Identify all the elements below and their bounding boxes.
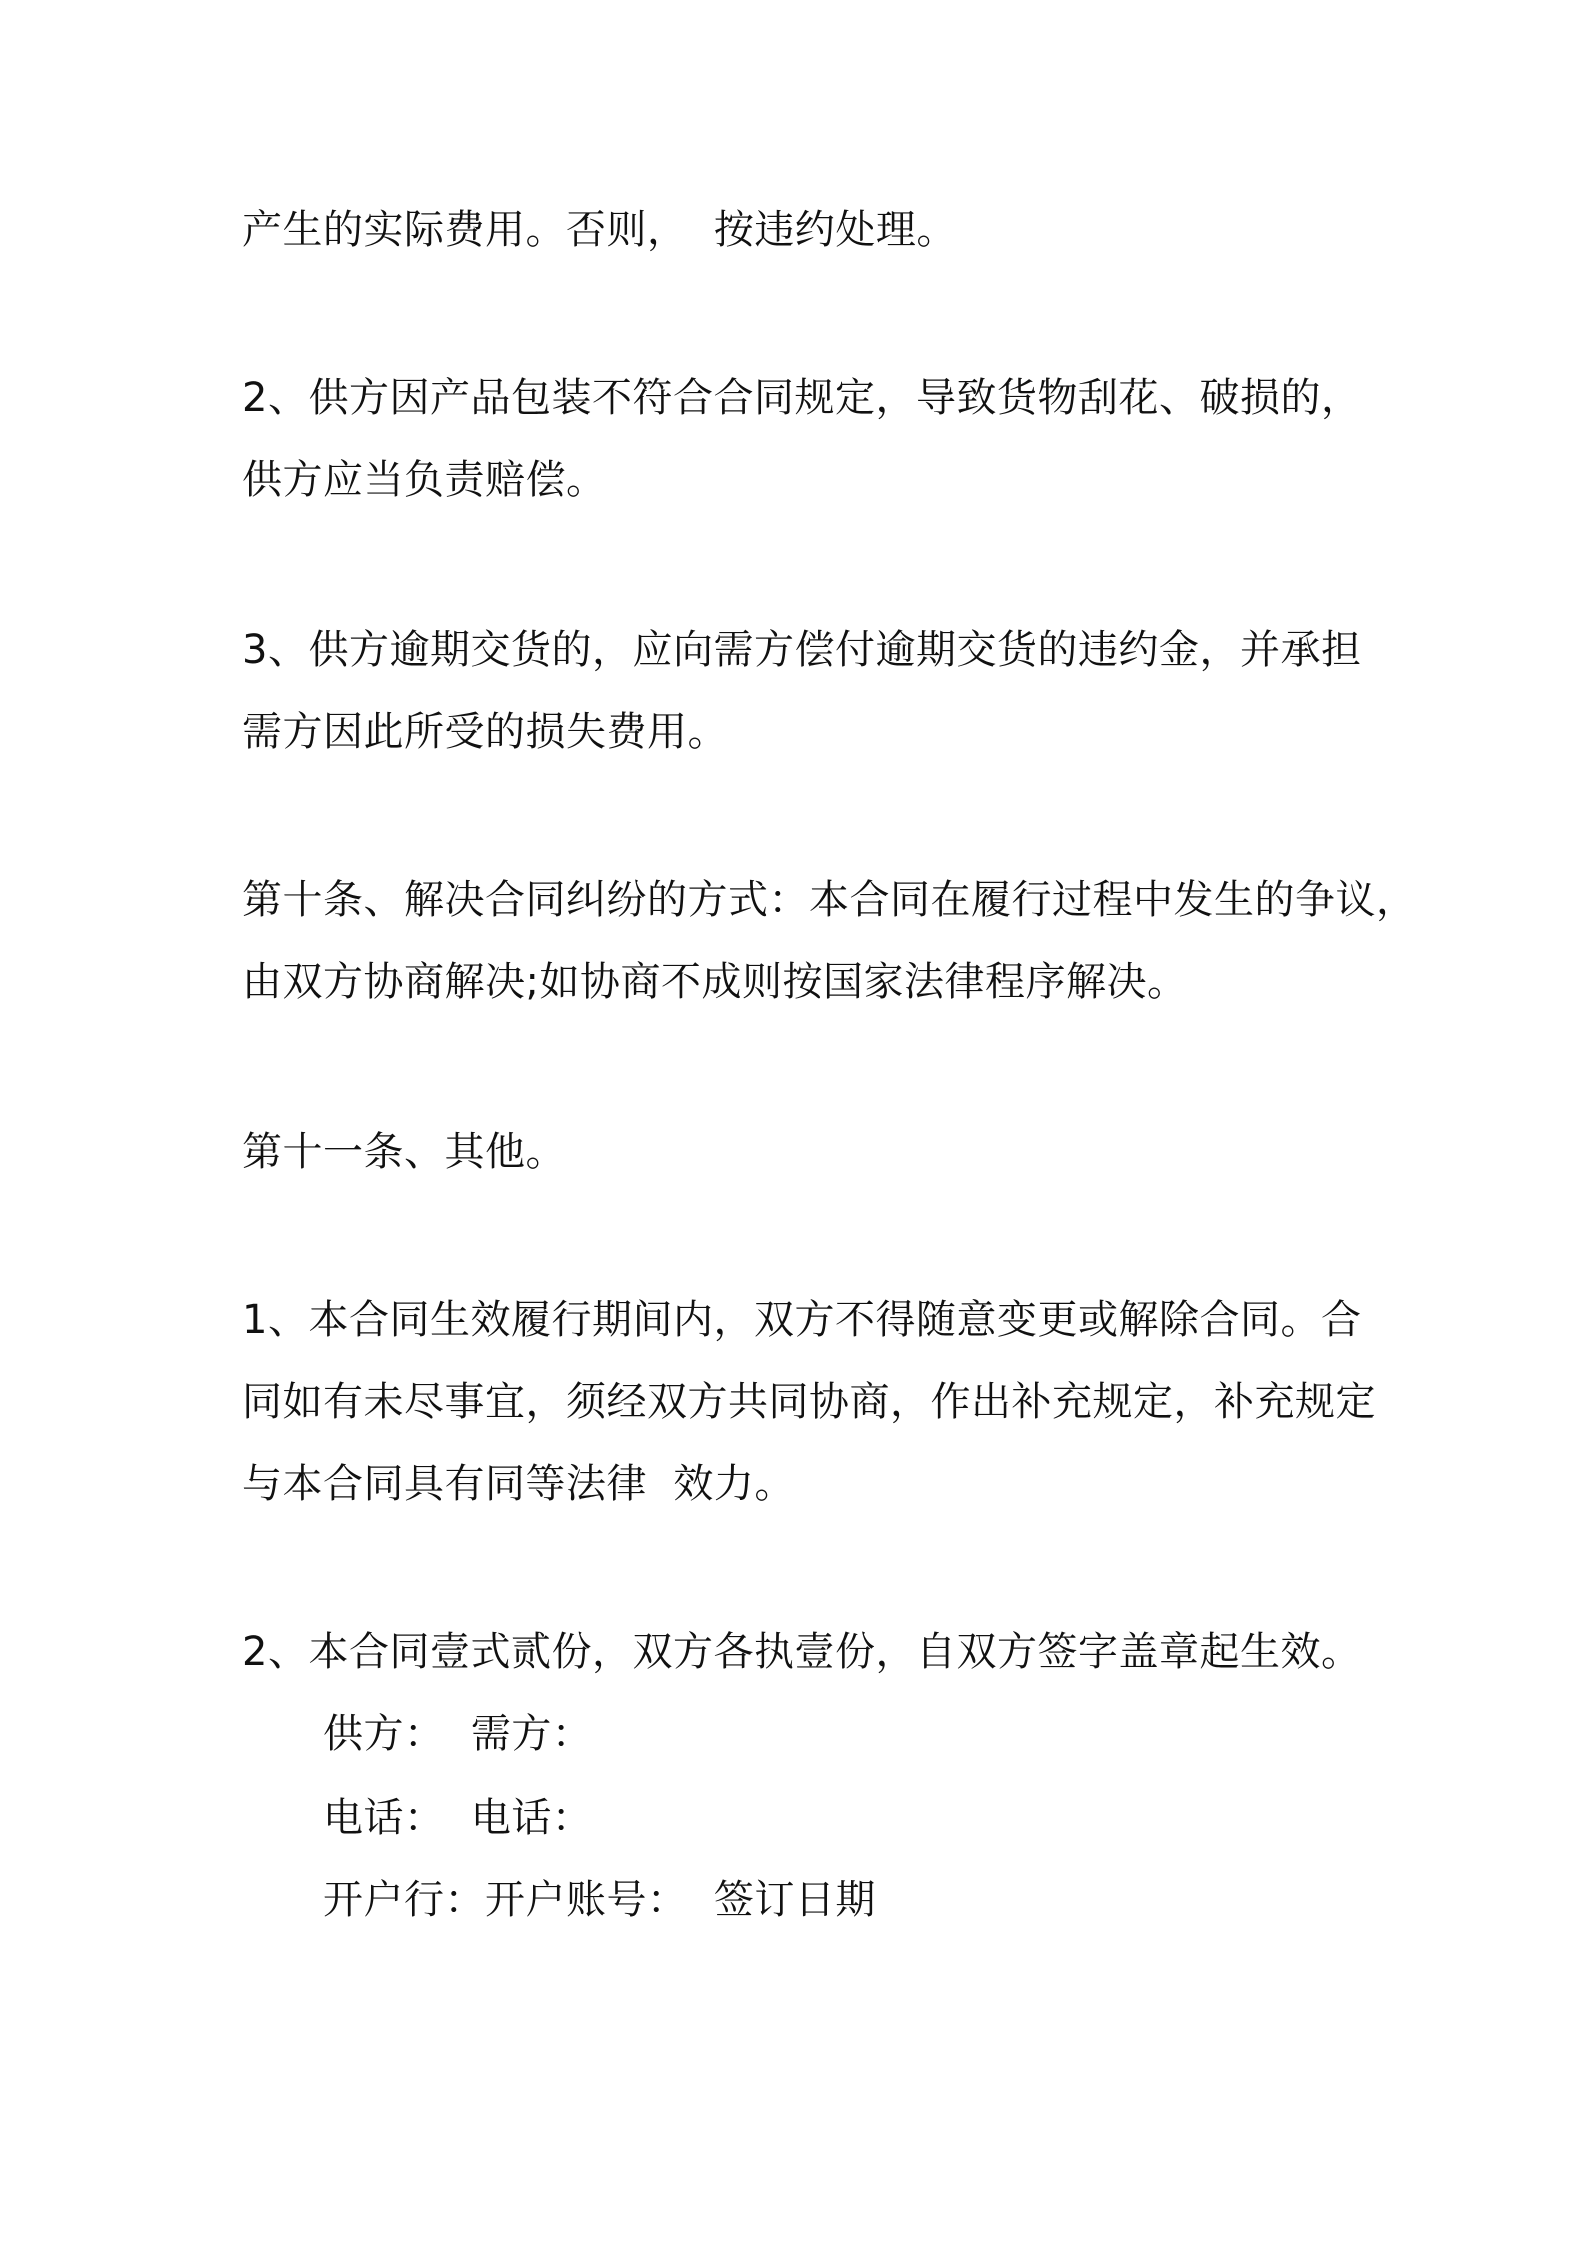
signature-line-parties: 供方： 需方：: [323, 1711, 593, 1757]
text-line: 产生的实际费用。否则， 按违约处理。: [242, 207, 957, 253]
signature-line-bank: 开户行：开户账号： 签订日期: [323, 1877, 876, 1923]
text-line: 2、供方因产品包装不符合合同规定，导致货物刮花、破损的，: [242, 375, 1362, 421]
signature-line-phone: 电话： 电话：: [323, 1795, 593, 1841]
text-line: 第十一条、其他。: [242, 1129, 566, 1175]
text-line: 供方应当负责赔偿。: [242, 457, 607, 503]
text-line: 1、本合同生效履行期间内，双方不得随意变更或解除合同。合: [242, 1297, 1362, 1343]
text-line: 同如有未尽事宜，须经双方共同协商，作出补充规定，补充规定: [242, 1379, 1376, 1425]
text-line: 3、供方逾期交货的，应向需方偿付逾期交货的违约金，并承担: [242, 627, 1362, 673]
text-line: 需方因此所受的损失费用。: [242, 709, 728, 755]
text-line: 2、本合同壹式贰份，双方各执壹份，自双方签字盖章起生效。: [242, 1629, 1362, 1675]
text-line: 与本合同具有同等法律 效力。: [242, 1461, 795, 1507]
text-line: 由双方协商解决;如协商不成则按国家法律程序解决。: [242, 959, 1188, 1005]
text-line: 第十条、解决合同纠纷的方式：本合同在履行过程中发生的争议，: [242, 877, 1417, 923]
